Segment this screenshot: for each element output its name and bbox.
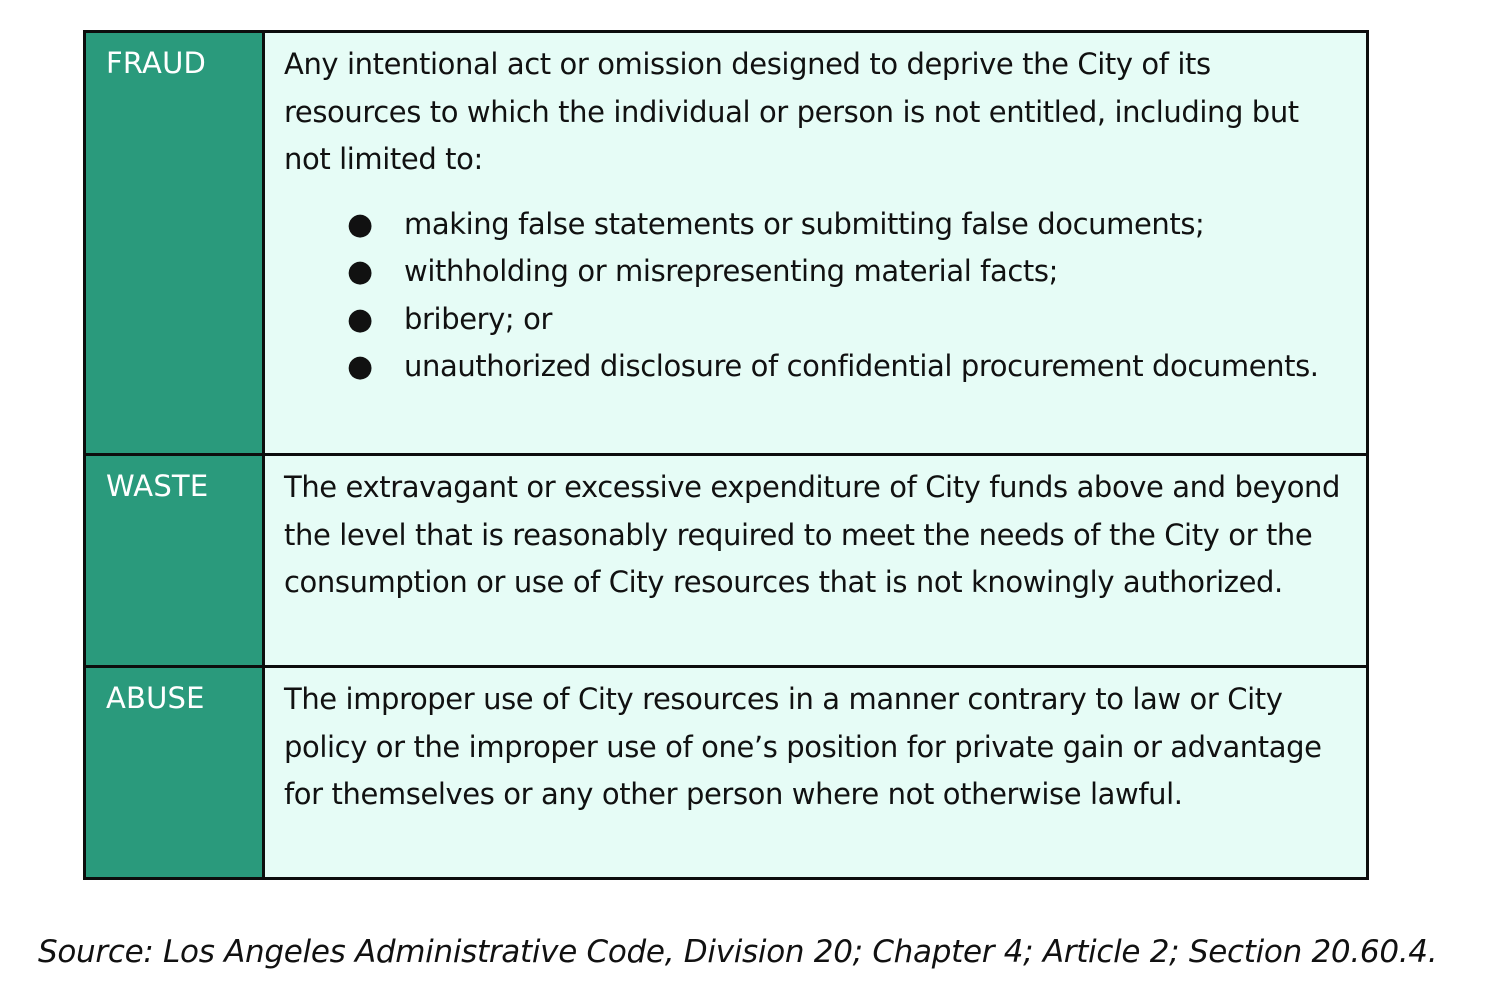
definition-text-waste: The extravagant or excessive expenditure of City funds above and beyond the level that is reasonably required to meet the needs of the City or the consumption or use of City resources that is not knowingly authorized. — [284, 470, 1341, 599]
list-item — [284, 343, 1352, 391]
definition-text-fraud: Any intentional act or omission designed to deprive the City of its resources to which the individual or person is not entitled, including but not limited to: — [284, 47, 1299, 176]
definition-text-abuse: The improper use of City resources in a manner contrary to law or City policy or the improper use of one’s position for private gain or advantage for themselves or any other person where not otherwise lawful. — [284, 682, 1322, 811]
fraud-examples-list — [284, 201, 1352, 391]
definition-cell — [264, 455, 1368, 667]
source-citation — [38, 926, 1437, 978]
list-item-text: unauthorized disclosure of confidential procurement documents. — [404, 349, 1319, 383]
list-item-text: bribery; or — [404, 301, 552, 336]
definition-row-waste — [85, 455, 1368, 667]
list-item-text: withholding or misrepresenting material facts; — [404, 254, 1058, 288]
definition-cell — [264, 667, 1368, 879]
term-cell — [85, 32, 264, 455]
definition-row-fraud — [85, 32, 1368, 455]
definition-cell — [264, 32, 1368, 455]
term-cell — [85, 667, 264, 879]
term-waste: WASTE — [106, 469, 209, 503]
term-cell — [85, 455, 264, 667]
bullet-dot-icon: ● — [347, 254, 373, 289]
definition-row-abuse — [85, 667, 1368, 879]
bullet-dot-icon: ● — [347, 301, 373, 337]
source-text: : Los Angeles Administrative Code, Division 20; Chapter 4; Article 2; Section 20.60.4. — [143, 934, 1438, 970]
bullet-dot-icon: ● — [347, 349, 373, 384]
list-item — [284, 201, 1352, 249]
list-item — [284, 248, 1352, 296]
bullet-dot-icon: ● — [347, 206, 373, 242]
list-item — [284, 296, 1352, 344]
list-item-text: making false statements or submitting false documents; — [404, 206, 1205, 241]
term-fraud: FRAUD — [106, 46, 207, 80]
definitions-table — [83, 30, 1369, 880]
source-label: Source — [38, 934, 144, 970]
term-abuse: ABUSE — [106, 681, 205, 715]
